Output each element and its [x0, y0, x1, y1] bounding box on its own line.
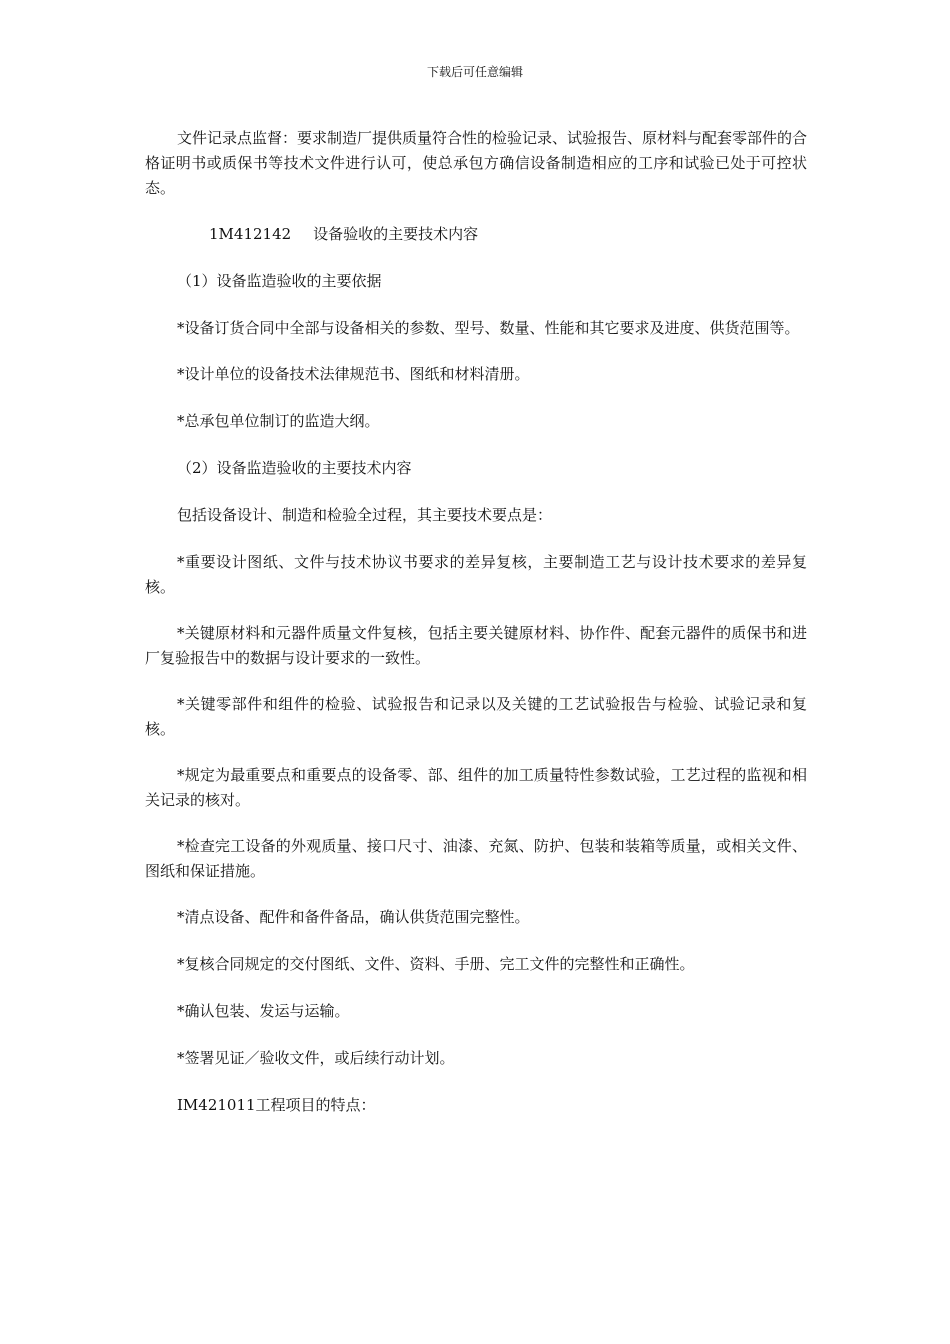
list-item-finished-equipment-check: *检查完工设备的外观质量、接口尺寸、油漆、充氮、防护、包装和装箱等质量，或相关文件、图纸和保证措施。 [145, 837, 807, 880]
subheading-technical-content: （2）设备监造验收的主要技术内容 [177, 459, 412, 477]
document-body [145, 126, 807, 1140]
section-title: 设备验收的主要技术内容 [313, 225, 479, 243]
list-item-contract: *设备订货合同中全部与设备相关的参数、型号、数量、性能和其它要求及进度、供货范围等。 [177, 319, 800, 337]
section-heading-project-features: IM421011工程项目的特点： [177, 1096, 376, 1114]
list-item-component-inspection: *关键零部件和组件的检验、试验报告和记录以及关键的工艺试验报告与检验、试验记录和复核。 [145, 695, 807, 738]
list-item-inventory-check: *清点设备、配件和备件备品，确认供货范围完整性。 [177, 908, 530, 926]
list-item-drawing-review: *重要设计图纸、文件与技术协议书要求的差异复核，主要制造工艺与设计技术要求的差异复核。 [145, 553, 807, 596]
list-item-sign-acceptance: *签署见证／验收文件，或后续行动计划。 [177, 1049, 455, 1067]
section-heading [145, 222, 807, 247]
list-item-supervision-outline: *总承包单位制订的监造大纲。 [177, 412, 380, 430]
list-item-packaging-shipping: *确认包装、发运与运输。 [177, 1002, 350, 1020]
list-item-quality-parameter-test: *规定为最重要点和重要点的设备零、部、组件的加工质量特性参数试验，工艺过程的监视和相关记录的核对。 [145, 766, 807, 809]
list-item-material-review: *关键原材料和元器件质量文件复核，包括主要关键原材料、协作件、配套元器件的质保书和进厂复验报告中的数据与设计要求的一致性。 [145, 624, 807, 667]
list-item-design-spec: *设计单位的设备技术法律规范书、图纸和材料清册。 [177, 365, 530, 383]
section-code: 1M412142 [209, 225, 292, 243]
paragraph-technical-points-intro: 包括设备设计、制造和检验全过程，其主要技术要点是： [177, 506, 553, 524]
list-item-document-review: *复核合同规定的交付图纸、文件、资料、手册、完工文件的完整性和正确性。 [177, 955, 695, 973]
page-header: 下载后可任意编辑 [426, 65, 523, 79]
subheading-basis: （1）设备监造验收的主要依据 [177, 272, 382, 290]
paragraph-document-record-supervision: 文件记录点监督：要求制造厂提供质量符合性的检验记录、试验报告、原材料与配套零部件的合格证明书或质保书等技术文件进行认可，使总承包方确信设备制造相应的工序和试验已处于可控状态。 [145, 129, 808, 197]
